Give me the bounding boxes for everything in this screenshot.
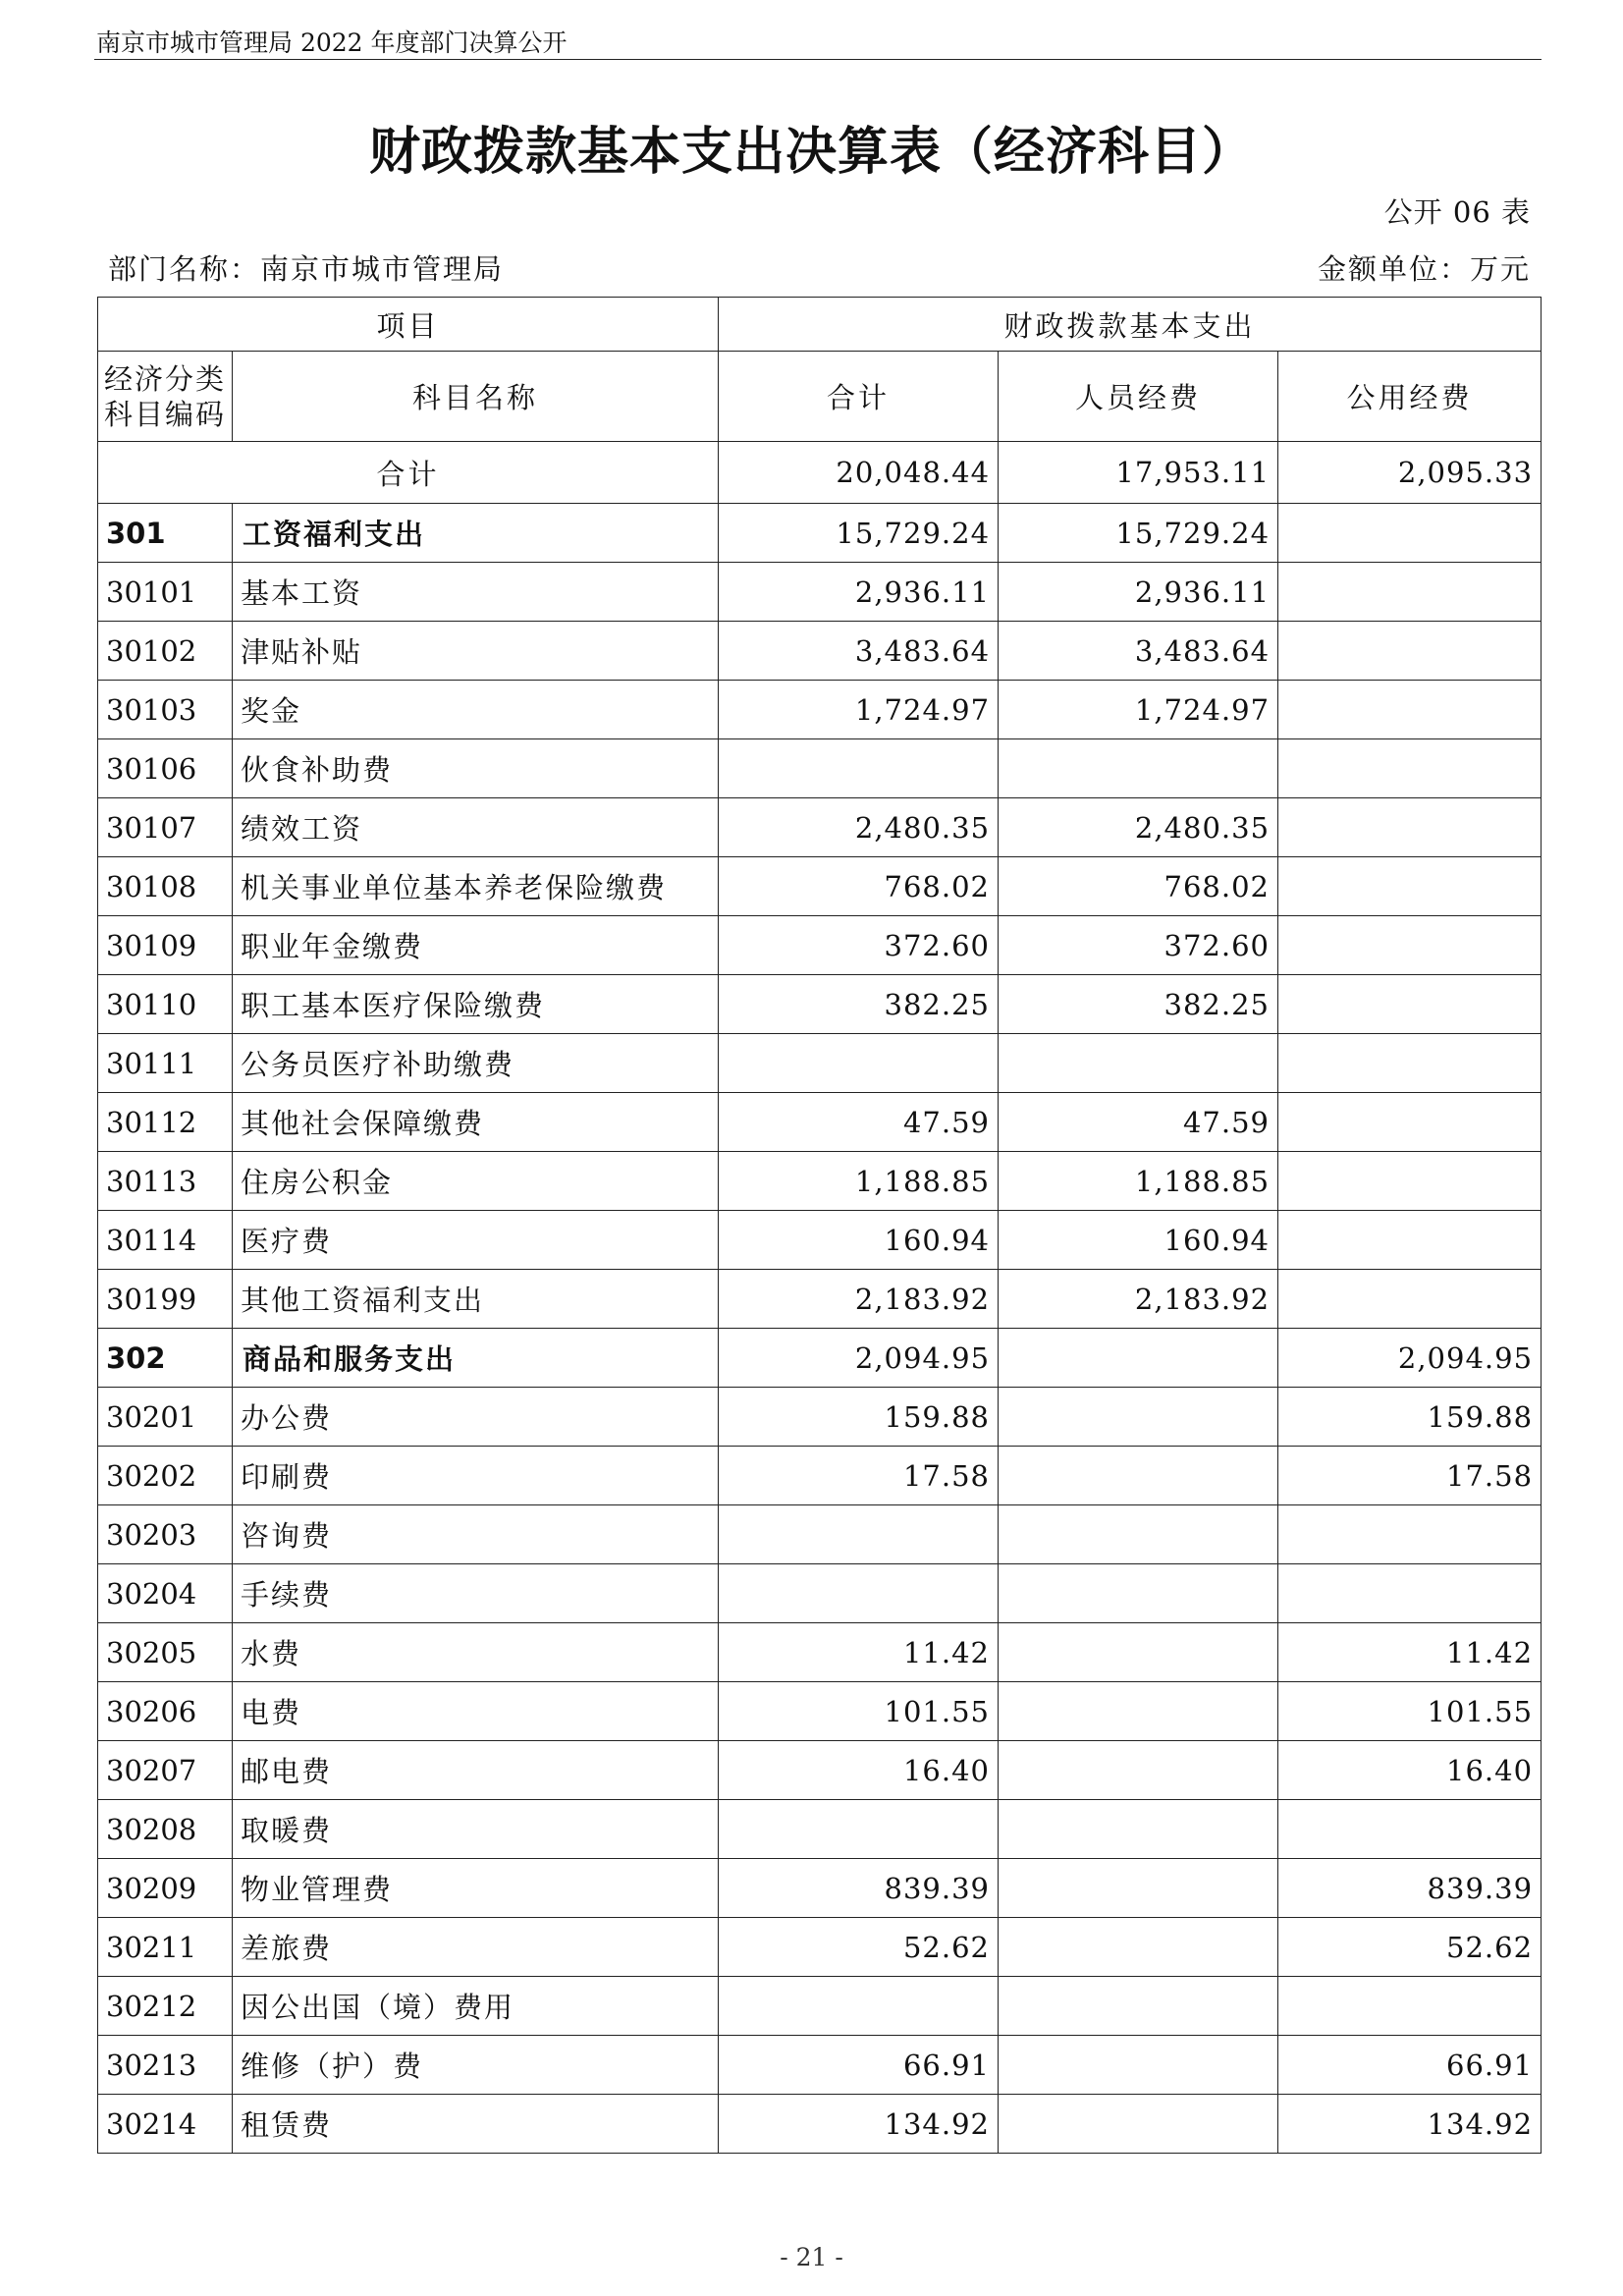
row-total: 2,094.95 [719, 1329, 999, 1388]
table-row [98, 1447, 1542, 1505]
row-total: 134.92 [719, 2095, 999, 2154]
row-name: 其他社会保障缴费 [233, 1093, 719, 1152]
row-total: 2,480.35 [719, 798, 999, 857]
row-total: 16.40 [719, 1741, 999, 1800]
row-total: 2,183.92 [719, 1270, 999, 1329]
row-public [1278, 1093, 1542, 1152]
row-code: 30111 [98, 1034, 233, 1093]
header-code: 经济分类科目编码 [98, 352, 233, 442]
row-name: 物业管理费 [233, 1859, 719, 1918]
table-row [98, 1859, 1542, 1918]
department-label: 部门名称：南京市城市管理局 [108, 252, 505, 286]
row-name: 基本工资 [233, 563, 719, 622]
row-public [1278, 857, 1542, 916]
row-name: 医疗费 [233, 1211, 719, 1270]
row-total: 382.25 [719, 975, 999, 1034]
table-row [98, 798, 1542, 857]
row-code: 30208 [98, 1800, 233, 1859]
row-personnel: 372.60 [999, 916, 1278, 975]
row-public [1278, 1977, 1542, 2036]
row-code: 30213 [98, 2036, 233, 2095]
row-total: 66.91 [719, 2036, 999, 2095]
row-personnel: 1,724.97 [999, 681, 1278, 739]
row-code: 30103 [98, 681, 233, 739]
expenditure-table [97, 297, 1542, 2154]
total-row [98, 442, 1542, 504]
row-total: 101.55 [719, 1682, 999, 1741]
category-row [98, 504, 1542, 563]
row-personnel [999, 2036, 1278, 2095]
row-code: 30204 [98, 1564, 233, 1623]
row-personnel [999, 1329, 1278, 1388]
row-public [1278, 622, 1542, 681]
row-name: 奖金 [233, 681, 719, 739]
row-code: 301 [98, 504, 233, 563]
table-body [98, 504, 1542, 2154]
row-personnel: 2,936.11 [999, 563, 1278, 622]
row-code: 30108 [98, 857, 233, 916]
row-total: 2,936.11 [719, 563, 999, 622]
row-code: 30212 [98, 1977, 233, 2036]
row-name: 租赁费 [233, 2095, 719, 2154]
table-row [98, 1800, 1542, 1859]
row-code: 30205 [98, 1623, 233, 1682]
total-public: 2,095.33 [1278, 442, 1542, 504]
row-name: 因公出国（境）费用 [233, 1977, 719, 2036]
table-row [98, 1211, 1542, 1270]
header-name: 科目名称 [233, 352, 719, 442]
row-public [1278, 739, 1542, 798]
row-public: 66.91 [1278, 2036, 1542, 2095]
row-public [1278, 798, 1542, 857]
category-row [98, 1329, 1542, 1388]
row-public [1278, 681, 1542, 739]
row-public: 17.58 [1278, 1447, 1542, 1505]
row-code: 30113 [98, 1152, 233, 1211]
row-personnel [999, 1977, 1278, 2036]
header-public: 公用经费 [1278, 352, 1542, 442]
table-row [98, 1270, 1542, 1329]
row-total: 160.94 [719, 1211, 999, 1270]
row-personnel: 160.94 [999, 1211, 1278, 1270]
row-code: 30211 [98, 1918, 233, 1977]
row-total: 47.59 [719, 1093, 999, 1152]
row-total [719, 1505, 999, 1564]
row-public: 16.40 [1278, 1741, 1542, 1800]
table-row [98, 1564, 1542, 1623]
table-row [98, 1034, 1542, 1093]
row-code: 30114 [98, 1211, 233, 1270]
row-public: 134.92 [1278, 2095, 1542, 2154]
row-name: 绩效工资 [233, 798, 719, 857]
page-number: - 21 - [780, 2243, 843, 2271]
row-personnel: 1,188.85 [999, 1152, 1278, 1211]
row-name: 职业年金缴费 [233, 916, 719, 975]
row-public: 101.55 [1278, 1682, 1542, 1741]
row-name: 邮电费 [233, 1741, 719, 1800]
row-name: 水费 [233, 1623, 719, 1682]
table-row [98, 2095, 1542, 2154]
row-name: 办公费 [233, 1388, 719, 1447]
total-label: 合计 [98, 442, 719, 504]
row-personnel [999, 1564, 1278, 1623]
table-row [98, 622, 1542, 681]
row-total: 3,483.64 [719, 622, 999, 681]
row-public: 52.62 [1278, 1918, 1542, 1977]
row-name: 工资福利支出 [233, 504, 719, 563]
row-code: 30207 [98, 1741, 233, 1800]
row-name: 津贴补贴 [233, 622, 719, 681]
header-total: 合计 [719, 352, 999, 442]
row-public [1278, 563, 1542, 622]
row-public: 839.39 [1278, 1859, 1542, 1918]
row-code: 30110 [98, 975, 233, 1034]
row-total: 1,188.85 [719, 1152, 999, 1211]
table-row [98, 1388, 1542, 1447]
header-row-2 [98, 352, 1542, 442]
row-personnel [999, 1623, 1278, 1682]
row-public [1278, 1564, 1542, 1623]
row-total [719, 1800, 999, 1859]
row-personnel [999, 1800, 1278, 1859]
row-public [1278, 916, 1542, 975]
table-row [98, 857, 1542, 916]
row-name: 印刷费 [233, 1447, 719, 1505]
row-public: 2,094.95 [1278, 1329, 1542, 1388]
row-name: 其他工资福利支出 [233, 1270, 719, 1329]
row-personnel [999, 1859, 1278, 1918]
table-row [98, 2036, 1542, 2095]
row-name: 电费 [233, 1682, 719, 1741]
row-personnel: 2,183.92 [999, 1270, 1278, 1329]
row-name: 咨询费 [233, 1505, 719, 1564]
row-total: 15,729.24 [719, 504, 999, 563]
row-code: 30106 [98, 739, 233, 798]
row-name: 取暖费 [233, 1800, 719, 1859]
row-public: 11.42 [1278, 1623, 1542, 1682]
row-name: 住房公积金 [233, 1152, 719, 1211]
row-total: 17.58 [719, 1447, 999, 1505]
row-name: 公务员医疗补助缴费 [233, 1034, 719, 1093]
row-code: 30112 [98, 1093, 233, 1152]
table-row [98, 1623, 1542, 1682]
row-name: 差旅费 [233, 1918, 719, 1977]
row-personnel [999, 1447, 1278, 1505]
row-code: 30202 [98, 1447, 233, 1505]
table-row [98, 975, 1542, 1034]
row-total: 839.39 [719, 1859, 999, 1918]
row-name: 伙食补助费 [233, 739, 719, 798]
row-code: 30107 [98, 798, 233, 857]
row-public [1278, 1211, 1542, 1270]
table-row [98, 1152, 1542, 1211]
row-code: 30109 [98, 916, 233, 975]
row-public [1278, 1034, 1542, 1093]
row-personnel [999, 739, 1278, 798]
running-header: 南京市城市管理局 2022 年度部门决算公开 [96, 28, 568, 57]
header-item: 项目 [98, 298, 719, 352]
header-rule [94, 59, 1542, 60]
row-personnel: 15,729.24 [999, 504, 1278, 563]
header-basic-expenditure: 财政拨款基本支出 [719, 298, 1542, 352]
row-code: 30102 [98, 622, 233, 681]
row-total: 372.60 [719, 916, 999, 975]
row-public [1278, 1505, 1542, 1564]
table-row [98, 1918, 1542, 1977]
row-personnel [999, 1388, 1278, 1447]
row-public: 159.88 [1278, 1388, 1542, 1447]
row-name: 机关事业单位基本养老保险缴费 [233, 857, 719, 916]
total-sum: 20,048.44 [719, 442, 999, 504]
row-code: 30203 [98, 1505, 233, 1564]
row-name: 职工基本医疗保险缴费 [233, 975, 719, 1034]
row-personnel [999, 1034, 1278, 1093]
row-code: 302 [98, 1329, 233, 1388]
unit-label: 金额单位：万元 [1317, 252, 1531, 286]
row-total: 52.62 [719, 1918, 999, 1977]
table-row [98, 1977, 1542, 2036]
row-code: 30199 [98, 1270, 233, 1329]
row-total: 768.02 [719, 857, 999, 916]
row-total [719, 739, 999, 798]
total-personnel: 17,953.11 [999, 442, 1278, 504]
row-personnel: 47.59 [999, 1093, 1278, 1152]
table-row [98, 1505, 1542, 1564]
table-row [98, 681, 1542, 739]
header-personnel: 人员经费 [999, 352, 1278, 442]
table-row [98, 1093, 1542, 1152]
row-personnel [999, 1682, 1278, 1741]
row-personnel: 2,480.35 [999, 798, 1278, 857]
table-row [98, 916, 1542, 975]
table-row [98, 563, 1542, 622]
row-public [1278, 975, 1542, 1034]
row-public [1278, 1152, 1542, 1211]
row-personnel [999, 1505, 1278, 1564]
row-total [719, 1034, 999, 1093]
row-personnel [999, 1741, 1278, 1800]
row-name: 商品和服务支出 [233, 1329, 719, 1388]
row-public [1278, 504, 1542, 563]
row-total [719, 1564, 999, 1623]
table-row [98, 739, 1542, 798]
table-number: 公开 06 表 [1383, 195, 1531, 229]
page-title: 财政拨款基本支出决算表（经济科目） [368, 123, 1254, 182]
row-personnel: 382.25 [999, 975, 1278, 1034]
row-total: 11.42 [719, 1623, 999, 1682]
row-total [719, 1977, 999, 2036]
row-name: 手续费 [233, 1564, 719, 1623]
row-total: 159.88 [719, 1388, 999, 1447]
row-personnel [999, 1918, 1278, 1977]
row-personnel: 768.02 [999, 857, 1278, 916]
table-row [98, 1741, 1542, 1800]
row-public [1278, 1270, 1542, 1329]
row-personnel [999, 2095, 1278, 2154]
row-public [1278, 1800, 1542, 1859]
table-row [98, 1682, 1542, 1741]
row-name: 维修（护）费 [233, 2036, 719, 2095]
row-total: 1,724.97 [719, 681, 999, 739]
row-code: 30201 [98, 1388, 233, 1447]
row-code: 30209 [98, 1859, 233, 1918]
row-code: 30206 [98, 1682, 233, 1741]
header-row-1 [98, 298, 1542, 352]
row-code: 30214 [98, 2095, 233, 2154]
row-personnel: 3,483.64 [999, 622, 1278, 681]
row-code: 30101 [98, 563, 233, 622]
